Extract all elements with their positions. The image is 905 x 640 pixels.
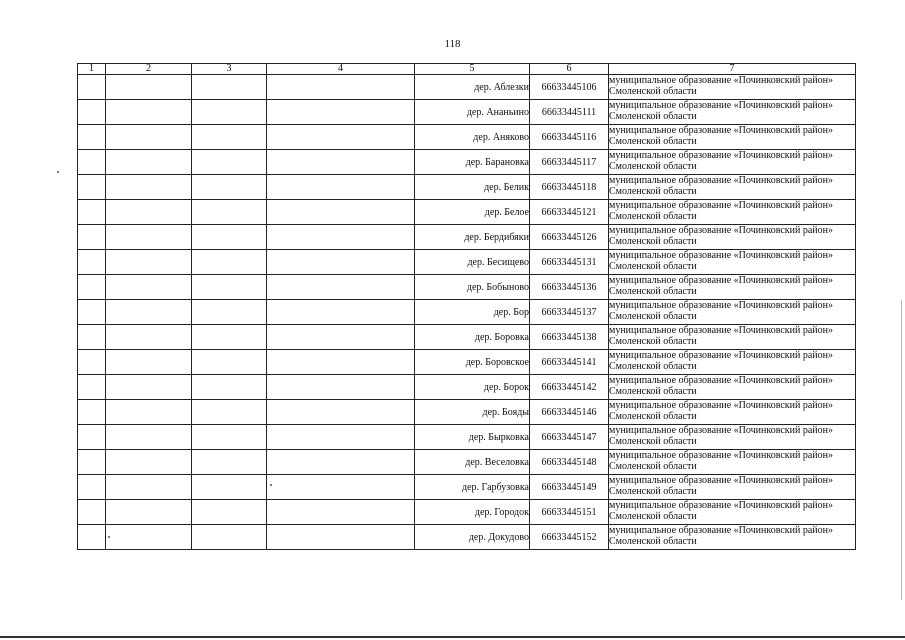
oktmo-code: 66633445138 — [530, 325, 609, 350]
owner-line-1: муниципальное образование «Починковский район» — [609, 500, 834, 511]
owner-cell — [609, 450, 856, 475]
cell-col2 — [106, 475, 192, 500]
cell-col3 — [192, 275, 267, 300]
oktmo-code: 66633445149 — [530, 475, 609, 500]
owner-line-1: муниципальное образование «Починковский район» — [609, 400, 834, 411]
registry-table — [77, 63, 856, 550]
oktmo-code: 66633445111 — [530, 100, 609, 125]
cell-col4 — [267, 375, 415, 400]
cell-col3 — [192, 300, 267, 325]
cell-col2 — [106, 350, 192, 375]
cell-col1 — [78, 325, 106, 350]
owner-cell — [609, 275, 856, 300]
scan-speck — [57, 171, 59, 173]
cell-col1 — [78, 450, 106, 475]
cell-col1 — [78, 475, 106, 500]
table-row — [78, 325, 856, 350]
cell-col3 — [192, 250, 267, 275]
owner-line-2: Смоленской области — [609, 186, 697, 197]
cell-col3 — [192, 350, 267, 375]
settlement-name: дер. Бобыново — [415, 275, 530, 300]
column-header: 1 — [78, 64, 106, 75]
scan-speck — [108, 536, 110, 538]
cell-col3 — [192, 325, 267, 350]
table-row — [78, 225, 856, 250]
owner-cell — [609, 150, 856, 175]
owner-line-2: Смоленской области — [609, 511, 697, 522]
owner-line-2: Смоленской области — [609, 161, 697, 172]
owner-cell — [609, 350, 856, 375]
owner-line-1: муниципальное образование «Починковский район» — [609, 150, 834, 161]
cell-col2 — [106, 300, 192, 325]
owner-line-1: муниципальное образование «Починковский район» — [609, 250, 834, 261]
owner-line-1: муниципальное образование «Починковский район» — [609, 75, 834, 86]
owner-line-2: Смоленской области — [609, 436, 697, 447]
cell-col3 — [192, 175, 267, 200]
cell-col2 — [106, 425, 192, 450]
cell-col3 — [192, 400, 267, 425]
table-row — [78, 525, 856, 550]
oktmo-code: 66633445152 — [530, 525, 609, 550]
oktmo-code: 66633445106 — [530, 75, 609, 100]
cell-col1 — [78, 250, 106, 275]
table-row — [78, 150, 856, 175]
table-row — [78, 375, 856, 400]
owner-line-1: муниципальное образование «Починковский район» — [609, 425, 834, 436]
cell-col4 — [267, 475, 415, 500]
owner-cell — [609, 125, 856, 150]
cell-col2 — [106, 275, 192, 300]
oktmo-code: 66633445142 — [530, 375, 609, 400]
column-header: 7 — [609, 64, 856, 75]
cell-col2 — [106, 250, 192, 275]
oktmo-code: 66633445116 — [530, 125, 609, 150]
owner-cell — [609, 400, 856, 425]
oktmo-code: 66633445121 — [530, 200, 609, 225]
table-row — [78, 475, 856, 500]
scan-speck — [270, 484, 272, 486]
table-row — [78, 500, 856, 525]
cell-col3 — [192, 100, 267, 125]
cell-col1 — [78, 400, 106, 425]
settlement-name: дер. Аняково — [415, 125, 530, 150]
cell-col4 — [267, 525, 415, 550]
page-right-edge — [901, 300, 902, 600]
table-row — [78, 100, 856, 125]
owner-cell — [609, 525, 856, 550]
owner-line-2: Смоленской области — [609, 536, 697, 547]
owner-line-1: муниципальное образование «Починковский район» — [609, 275, 834, 286]
oktmo-code: 66633445131 — [530, 250, 609, 275]
owner-line-2: Смоленской области — [609, 136, 697, 147]
cell-col4 — [267, 100, 415, 125]
cell-col4 — [267, 400, 415, 425]
table-row — [78, 125, 856, 150]
owner-line-2: Смоленской области — [609, 336, 697, 347]
header-row — [78, 64, 856, 75]
cell-col2 — [106, 225, 192, 250]
oktmo-code: 66633445118 — [530, 175, 609, 200]
settlement-name: дер. Бердибяки — [415, 225, 530, 250]
oktmo-code: 66633445147 — [530, 425, 609, 450]
cell-col1 — [78, 350, 106, 375]
table-row — [78, 300, 856, 325]
owner-cell — [609, 175, 856, 200]
cell-col4 — [267, 275, 415, 300]
cell-col1 — [78, 225, 106, 250]
cell-col4 — [267, 125, 415, 150]
oktmo-code: 66633445136 — [530, 275, 609, 300]
owner-cell — [609, 200, 856, 225]
cell-col3 — [192, 425, 267, 450]
cell-col1 — [78, 525, 106, 550]
cell-col3 — [192, 125, 267, 150]
owner-line-1: муниципальное образование «Починковский район» — [609, 175, 834, 186]
oktmo-code: 66633445151 — [530, 500, 609, 525]
cell-col3 — [192, 75, 267, 100]
cell-col1 — [78, 175, 106, 200]
page-bottom-edge — [0, 636, 905, 638]
settlement-name: дер. Бор — [415, 300, 530, 325]
owner-line-1: муниципальное образование «Починковский район» — [609, 475, 834, 486]
owner-line-2: Смоленской области — [609, 286, 697, 297]
table-header — [78, 64, 856, 75]
owner-line-2: Смоленской области — [609, 386, 697, 397]
cell-col1 — [78, 200, 106, 225]
owner-line-1: муниципальное образование «Починковский район» — [609, 300, 834, 311]
cell-col4 — [267, 250, 415, 275]
cell-col1 — [78, 375, 106, 400]
owner-cell — [609, 325, 856, 350]
settlement-name: дер. Ананьино — [415, 100, 530, 125]
owner-line-1: муниципальное образование «Починковский район» — [609, 100, 834, 111]
owner-cell — [609, 500, 856, 525]
cell-col4 — [267, 450, 415, 475]
owner-line-2: Смоленской области — [609, 86, 697, 97]
oktmo-code: 66633445146 — [530, 400, 609, 425]
cell-col2 — [106, 375, 192, 400]
cell-col1 — [78, 125, 106, 150]
settlement-name: дер. Городок — [415, 500, 530, 525]
cell-col1 — [78, 500, 106, 525]
owner-line-2: Смоленской области — [609, 461, 697, 472]
cell-col2 — [106, 325, 192, 350]
cell-col2 — [106, 500, 192, 525]
settlement-name: дер. Докудово — [415, 525, 530, 550]
owner-cell — [609, 250, 856, 275]
page-number: 118 — [444, 38, 461, 50]
cell-col2 — [106, 125, 192, 150]
cell-col2 — [106, 450, 192, 475]
owner-line-1: муниципальное образование «Починковский район» — [609, 200, 834, 211]
owner-line-2: Смоленской области — [609, 486, 697, 497]
cell-col3 — [192, 500, 267, 525]
table-row — [78, 200, 856, 225]
cell-col4 — [267, 75, 415, 100]
settlement-name: дер. Борок — [415, 375, 530, 400]
oktmo-code: 66633445117 — [530, 150, 609, 175]
settlement-name: дер. Аблезки — [415, 75, 530, 100]
column-header: 4 — [267, 64, 415, 75]
cell-col3 — [192, 475, 267, 500]
cell-col2 — [106, 75, 192, 100]
settlement-name: дер. Боровка — [415, 325, 530, 350]
table-row — [78, 400, 856, 425]
cell-col2 — [106, 100, 192, 125]
settlement-name: дер. Бояды — [415, 400, 530, 425]
cell-col2 — [106, 150, 192, 175]
table-row — [78, 250, 856, 275]
cell-col1 — [78, 300, 106, 325]
oktmo-code: 66633445148 — [530, 450, 609, 475]
owner-line-2: Смоленской области — [609, 211, 697, 222]
cell-col1 — [78, 100, 106, 125]
cell-col4 — [267, 500, 415, 525]
owner-cell — [609, 300, 856, 325]
owner-cell — [609, 475, 856, 500]
table-row — [78, 450, 856, 475]
cell-col3 — [192, 525, 267, 550]
settlement-name: дер. Белое — [415, 200, 530, 225]
owner-line-1: муниципальное образование «Починковский район» — [609, 325, 834, 336]
cell-col2 — [106, 175, 192, 200]
cell-col1 — [78, 275, 106, 300]
owner-line-2: Смоленской области — [609, 236, 697, 247]
settlement-name: дер. Бесищево — [415, 250, 530, 275]
owner-cell — [609, 425, 856, 450]
owner-line-1: муниципальное образование «Починковский район» — [609, 375, 834, 386]
column-header: 6 — [530, 64, 609, 75]
cell-col4 — [267, 150, 415, 175]
settlement-name: дер. Гарбузовка — [415, 475, 530, 500]
cell-col3 — [192, 225, 267, 250]
settlement-name: дер. Боровское — [415, 350, 530, 375]
cell-col3 — [192, 150, 267, 175]
table-row — [78, 350, 856, 375]
oktmo-code: 66633445137 — [530, 300, 609, 325]
cell-col4 — [267, 350, 415, 375]
owner-line-2: Смоленской области — [609, 311, 697, 322]
table-row — [78, 275, 856, 300]
settlement-name: дер. Белик — [415, 175, 530, 200]
cell-col1 — [78, 150, 106, 175]
oktmo-code: 66633445126 — [530, 225, 609, 250]
owner-line-1: муниципальное образование «Починковский район» — [609, 225, 834, 236]
settlement-name: дер. Быpковка — [415, 425, 530, 450]
owner-cell — [609, 225, 856, 250]
column-header: 2 — [106, 64, 192, 75]
owner-line-1: муниципальное образование «Починковский район» — [609, 450, 834, 461]
cell-col4 — [267, 425, 415, 450]
cell-col4 — [267, 300, 415, 325]
cell-col2 — [106, 400, 192, 425]
cell-col1 — [78, 425, 106, 450]
table-row — [78, 425, 856, 450]
owner-line-2: Смоленской области — [609, 411, 697, 422]
cell-col2 — [106, 525, 192, 550]
oktmo-code: 66633445141 — [530, 350, 609, 375]
cell-col4 — [267, 225, 415, 250]
owner-line-1: муниципальное образование «Починковский район» — [609, 125, 834, 136]
table-row — [78, 175, 856, 200]
cell-col4 — [267, 325, 415, 350]
owner-line-1: муниципальное образование «Починковский район» — [609, 525, 834, 536]
owner-cell — [609, 375, 856, 400]
owner-line-1: муниципальное образование «Починковский район» — [609, 350, 834, 361]
column-header: 3 — [192, 64, 267, 75]
cell-col3 — [192, 375, 267, 400]
owner-cell — [609, 100, 856, 125]
table-body — [78, 75, 856, 550]
cell-col3 — [192, 200, 267, 225]
cell-col4 — [267, 200, 415, 225]
cell-col1 — [78, 75, 106, 100]
settlement-name: дер. Веселовка — [415, 450, 530, 475]
cell-col3 — [192, 450, 267, 475]
cell-col2 — [106, 200, 192, 225]
column-header: 5 — [415, 64, 530, 75]
owner-line-2: Смоленской области — [609, 111, 697, 122]
owner-line-2: Смоленской области — [609, 261, 697, 272]
table-row — [78, 75, 856, 100]
owner-line-2: Смоленской области — [609, 361, 697, 372]
owner-cell — [609, 75, 856, 100]
settlement-name: дер. Барановка — [415, 150, 530, 175]
cell-col4 — [267, 175, 415, 200]
